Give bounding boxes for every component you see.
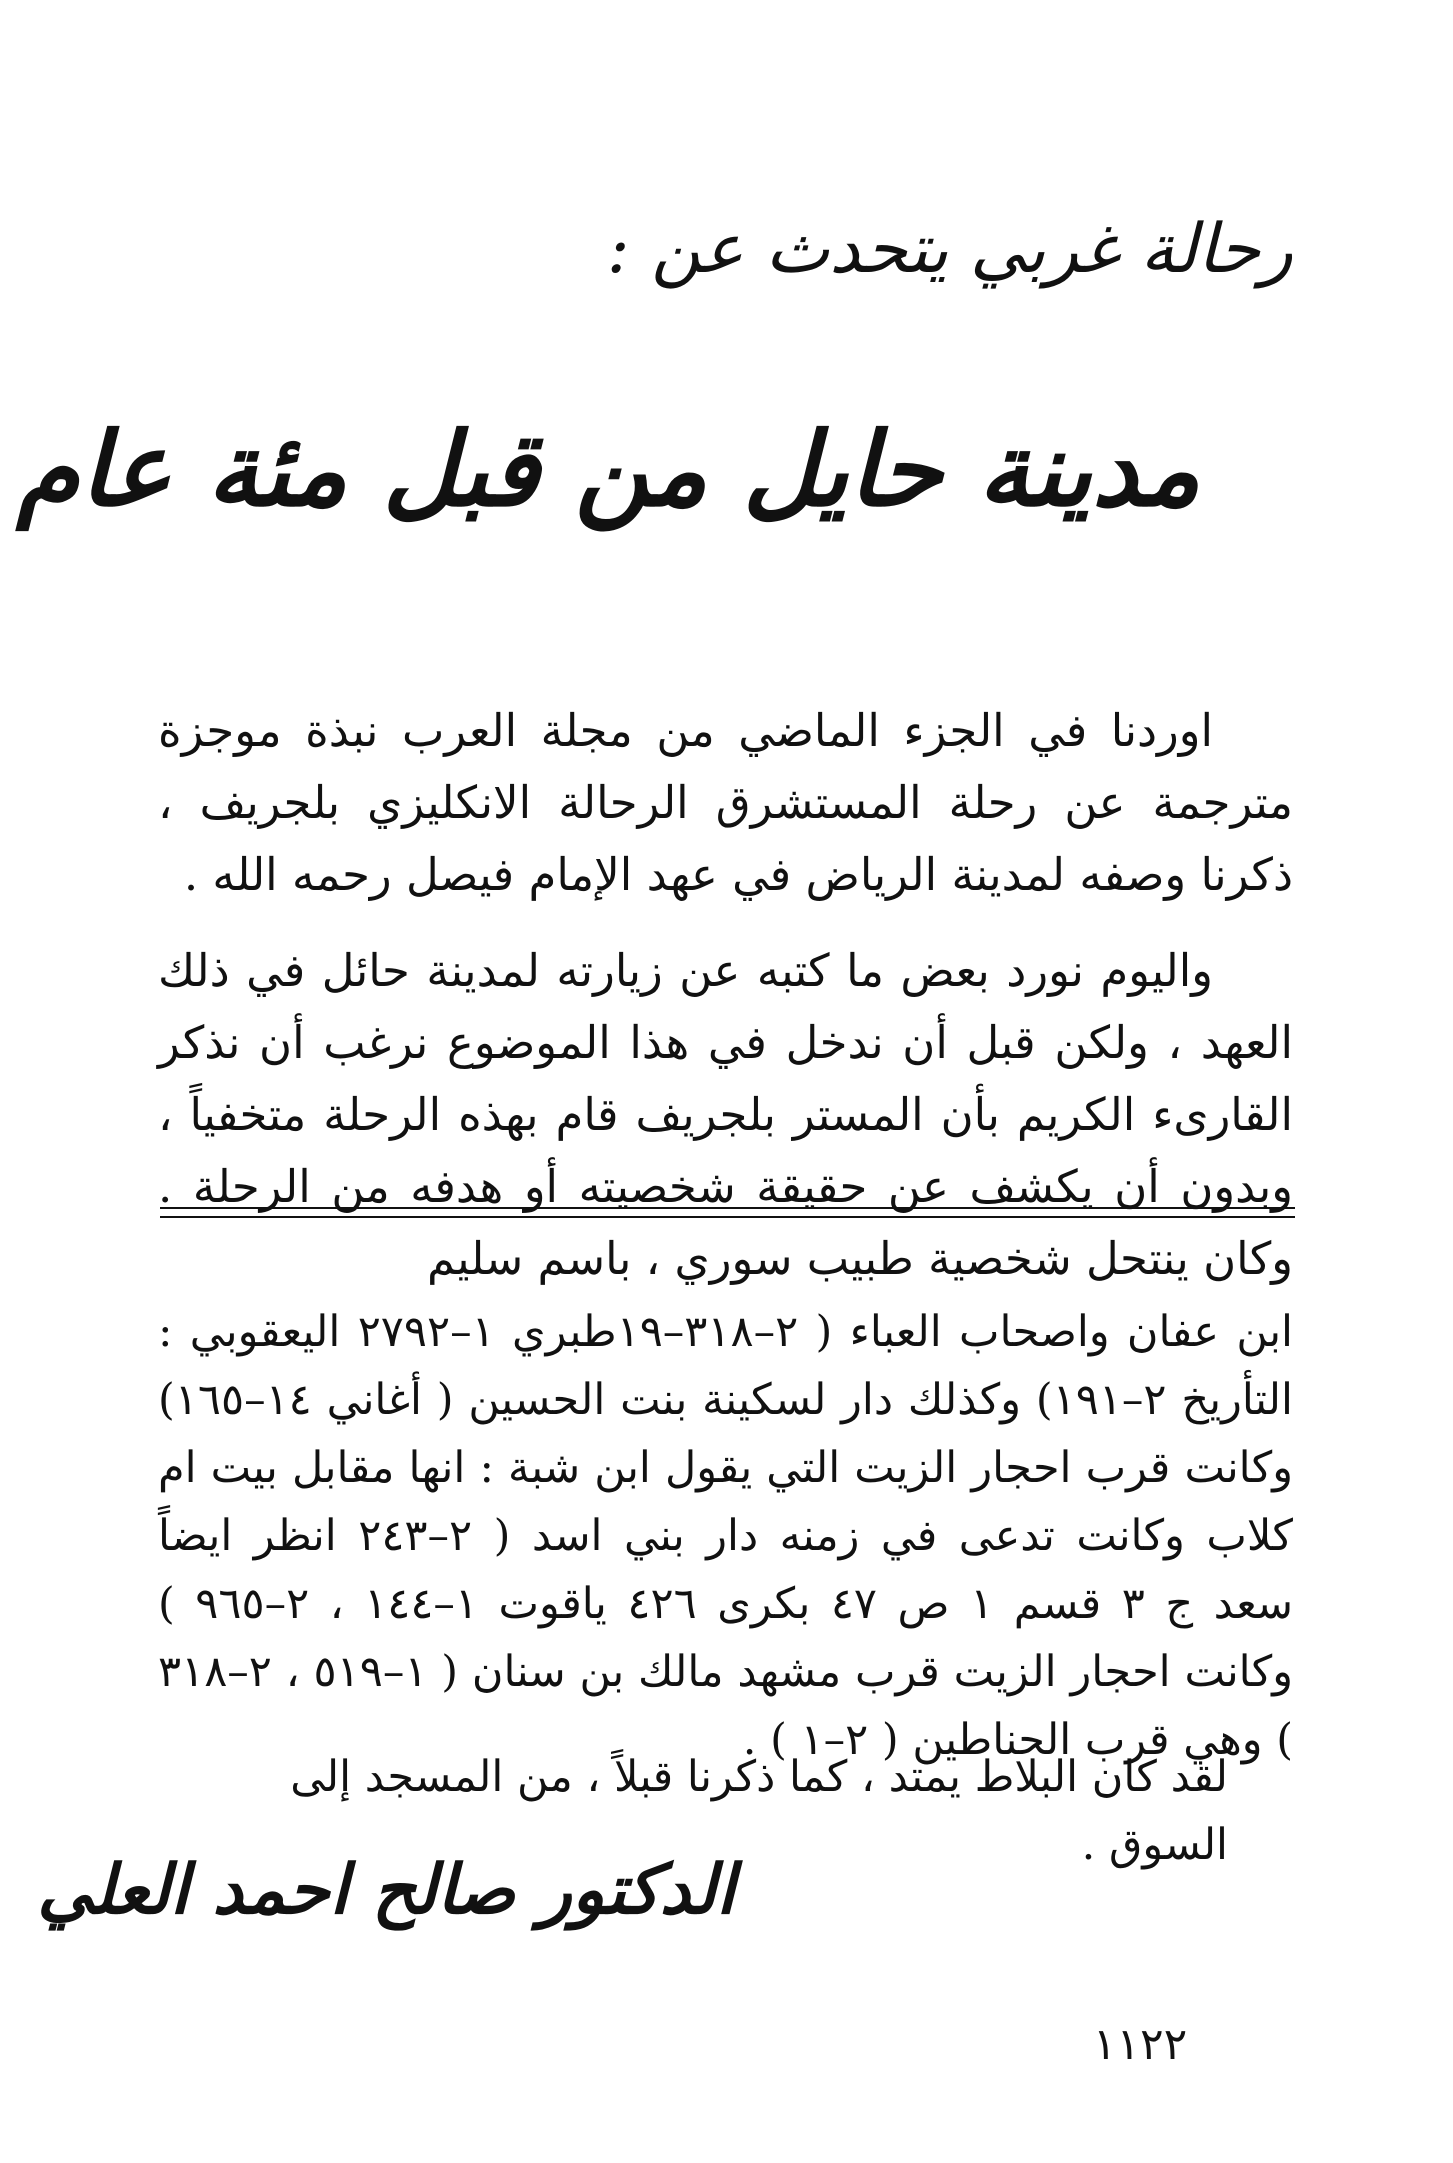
page-number: ١١٢٢ bbox=[1092, 2019, 1188, 2070]
footnote-divider bbox=[160, 1207, 1295, 1209]
footnote-divider bbox=[160, 1216, 1295, 1218]
footnote-text: ابن عفان واصحاب العباء ( ٢–٣١٨–١٩طبري ١–٢٧٩٢ اليعقوبي : التأريخ ٢–١٩١) وكذلك دار لسكينة بنت الحسين ( أغاني ١٤–١٦٥) وكانت قرب احجار الزيت التي يقول ابن شبة : انها مقابل بيت ام كلاب وكانت تدعى في زمنه دار بني اسد ( ٢–٢٤٣ انظر ايضاً سعد ج ٣ قسم ١ ص ٤٧ بكرى ٤٢٦ ياقوت ١–١٤٤ ، ٢–٩٦٥ ) وكانت احجار الزيت قرب مشهد مالك بن سنان ( ١–٥١٩ ، ٢–٣١٨ ) وهي قرب الحناطين ( ٢–١ ) . bbox=[158, 1307, 1294, 1765]
body-paragraph: اوردنا في الجزء الماضي من مجلة العرب نبذة موجزة مترجمة عن رحلة المستشرق الرحالة الانكليزي بلجريف ، ذكرنا وصفه لمدينة الرياض في عهد الإمام فيصل رحمه الله . bbox=[158, 704, 1293, 901]
article-kicker: رحالة غربي يتحدث عن : bbox=[606, 210, 1293, 289]
body-paragraph: واليوم نورد بعض ما كتبه عن زيارته لمدينة حائل في ذلك العهد ، ولكن قبل أن ندخل في هذا الموضوع نرغب أن نذكر القارىء الكريم بأن المستر بلجريف قام بهذه الرحلة متخفياً ، وبدون أن يكشف عن حقيقة شخصيته أو هدفه من الرحلة . وكان ينتحل شخصية طبيب سوري ، باسم سليم bbox=[158, 944, 1293, 1285]
footnote-extra-text: لقد كان البلاط يمتد ، كما ذكرنا قبلاً ، من المسجد إلى السوق . bbox=[290, 1752, 1228, 1870]
article-title: مدينة حايل من قبل مئة عام bbox=[16, 410, 1200, 530]
author-signature: الدكتور صالح احمد العلي bbox=[37, 1850, 735, 1930]
